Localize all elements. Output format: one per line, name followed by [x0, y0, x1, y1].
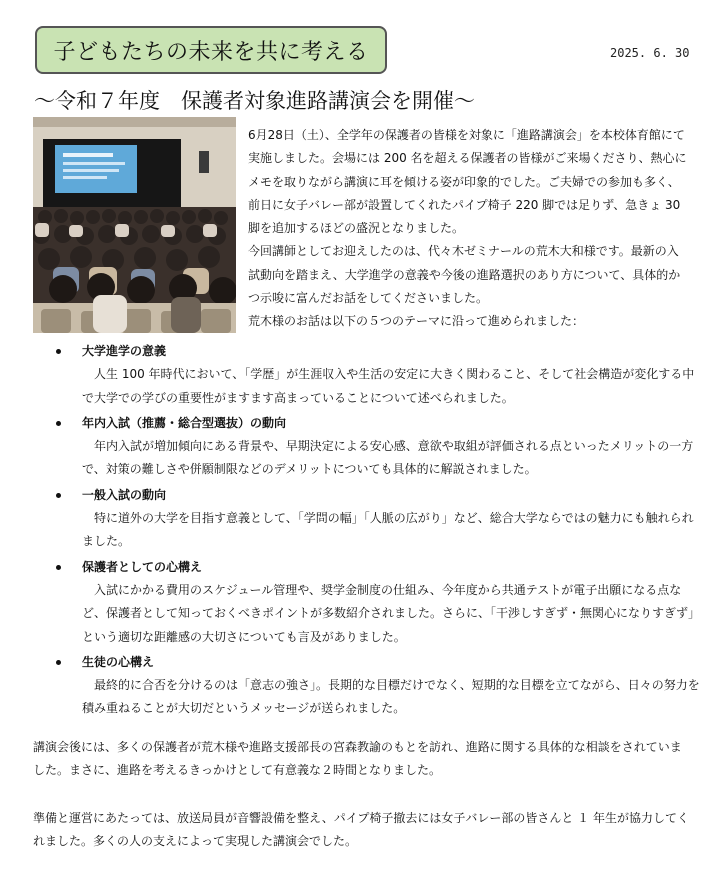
- newsletter-title: 子どもたちの未来を共に考える: [35, 26, 387, 74]
- topic-item: [54, 484, 704, 554]
- topic-body: 人生 100 年時代において、「学歴」が生涯収入や生活の安定に大きく関わること、そして社会構造が変化する中で大学での学びの重要性がますます高まっていることについて述べられました。: [82, 367, 695, 405]
- topic-body: 最終的に合否を分けるのは「意志の強さ」。長期的な目標だけでなく、短期的な目標を立てながら、日々の努力を積み重ねることが大切だというメッセージが送られました。: [82, 678, 700, 716]
- topic-item: [54, 340, 704, 410]
- topic-body: 年内入試が増加傾向にある背景や、早期決定による安心感、意欲や取組が評価される点といったメリットの一方で、対策の難しさや併願制限などのデメリットについても具体的に解説されました。: [82, 439, 694, 477]
- closing-paragraph: 講演会後には、多くの保護者が荒木様や進路支援部長の宮森教諭のもとを訪れ、進路に関する具体的な相談をされていました。まさに、進路を考えるきっかけとして有意義な２時間となりました。: [33, 740, 682, 778]
- topic-heading: [54, 412, 704, 435]
- topic-heading: [54, 556, 704, 579]
- topic-body: 特に道外の大学を目指す意義として、「学問の幅」「人脈の広がり」など、総合大学ならではの魅力にも触れられました。: [82, 511, 694, 549]
- closing-paragraph: 準備と運営にあたっては、放送局員が音響設備を整え、パイプ椅子撤去には女子バレー部の皆さんと １ 年生が協力してくれました。多くの人の支えによって実現した講演会でした。: [33, 811, 689, 849]
- topic-title: 年内入試（推薦・総合型選抜）の動向: [82, 415, 287, 430]
- topic-body: 入試にかかる費用のスケジュール管理や、奨学金制度の仕組み、今年度から共通テストが電子出願になる点など、保護者として知っておくべきポイントが多数紹介されました。さらに、「干渉しすぎず・無関心になりすぎず」という適切な距離感の大切さについても言及がありました。: [82, 582, 701, 644]
- topic-heading: [54, 484, 704, 507]
- topic-title: 大学進学の意義: [82, 344, 167, 358]
- topic-item: [54, 651, 704, 721]
- lecture-photo-image: [33, 117, 236, 333]
- intro-paragraph: 今回講師としてお迎えしたのは、代々木ゼミナールの荒木大和様です。最新の入試動向を踏まえ、大学進学の意義や今後の進路選択のあり方について、具体的かつ示唆に富んだお話をしてくださいました。: [248, 244, 681, 306]
- intro-paragraph: 荒木様のお話は以下の５つのテーマに沿って進められました：: [248, 314, 585, 329]
- lecture-photo: [33, 117, 236, 333]
- article-headline: ～令和７年度 保護者対象進路講演会を開催～: [34, 89, 475, 113]
- bullet-icon: [56, 421, 61, 426]
- bullet-icon: [56, 660, 61, 665]
- intro-section: [248, 124, 690, 334]
- topic-item: [54, 556, 704, 649]
- topic-list: [54, 340, 704, 721]
- bullet-icon: [56, 493, 61, 498]
- topic-heading: [54, 651, 704, 674]
- topic-item: [54, 412, 704, 482]
- bullet-icon: [56, 349, 61, 354]
- topic-heading: [54, 340, 704, 363]
- topic-title: 保護者としての心構え: [82, 559, 203, 574]
- bullet-icon: [56, 565, 61, 570]
- topic-title: 生徒の心構え: [82, 654, 155, 669]
- intro-paragraph: 6月28日（土）、全学年の保護者の皆様を対象に「進路講演会」を本校体育館にて実施しました。会場には 200 名を超える保護者の皆様がご来場くださり、熱心にメモを取りながら講演に耳を傾ける姿が印象的でした。ご夫婦での参加も多く、前日に女子バレー部が設置してくれたパイプ椅子 220 脚では足りず、急きょ 30 脚を追加するほどの盛況となりました。: [248, 128, 687, 236]
- issue-date: 2025. 6. 30: [610, 46, 690, 60]
- topic-title: 一般入試の動向: [82, 487, 167, 502]
